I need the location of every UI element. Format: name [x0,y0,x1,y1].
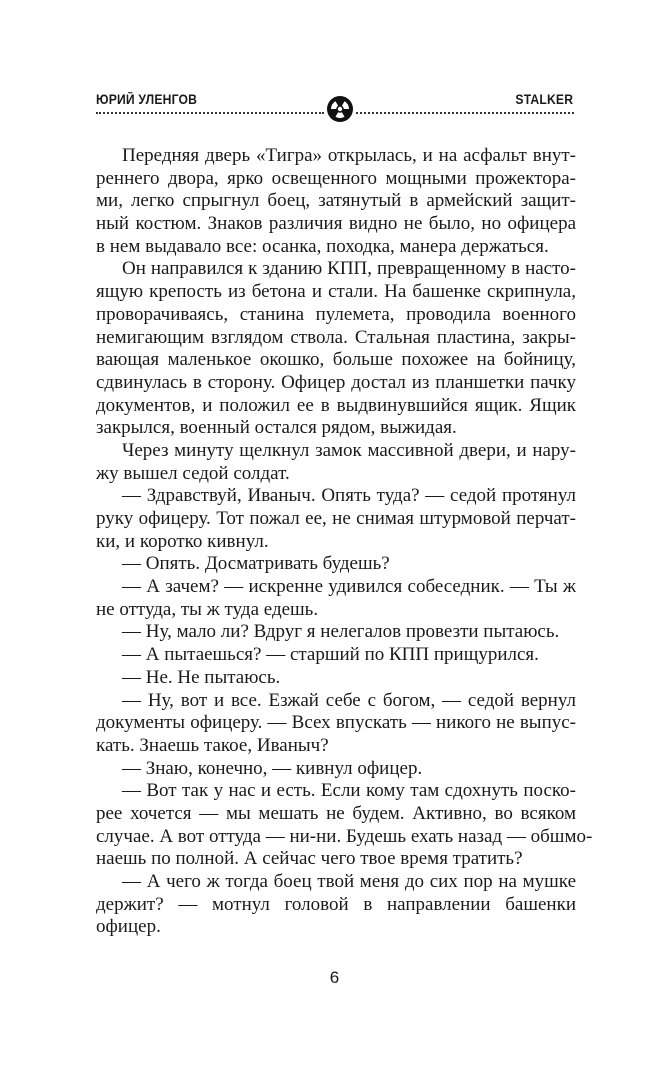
text-line: наешь по полной. А сейчас чего твое время тратить? [96,848,523,870]
paragraph [96,644,576,667]
paragraph [96,553,576,576]
paragraph [96,758,576,781]
text-line: Передняя дверь «Тигра» открылась, и на асфальт внут- [122,145,576,166]
text-line: немигающим взглядом ствола. Стальная пластина, закры- [96,326,576,348]
text-line: — Ну, вот и все. Езжай себе с богом, — седой вернул [122,689,576,711]
text-line: офицер. [96,916,161,938]
text-line: случае. А вот оттуда — ни-ни. Будешь ехать назад — обшмо- [96,825,593,847]
text-line: документов, и положил ее в выдвинувшийся ящик. Ящик [96,394,576,416]
paragraph [96,258,576,440]
text-line: кать. Знаешь такое, Иваныч? [96,734,329,756]
text-line: — Знаю, конечно, — кивнул офицер. [122,757,423,779]
text-line: — Не. Не пытаюсь. [122,666,281,688]
radiation-icon [326,95,354,123]
text-line: руку офицеру. Тот пожал ее, не снимая штурмовой перчат- [96,508,576,529]
text-line: ный костюм. Знаков различия видно не было, но офицера [96,213,576,235]
paragraph [96,440,576,485]
text-line: рее хочется — мы мешать не будем. Активно, во всяком [96,802,576,824]
paragraph [96,871,576,939]
running-head-series: STALKER [515,92,573,107]
text-line: — Опять. Досматривать будешь? [122,553,390,575]
text-line: — А чего ж тогда боец твой меня до сих пор на мушке [122,871,576,892]
paragraph [96,576,576,621]
text-line: — Вот так у нас и есть. Если кому там сдохнуть поско- [122,780,576,802]
text-line: в нем выдавало все: осанка, походка, манера держаться. [96,235,549,257]
paragraph [96,780,593,871]
text-line: — Ну, мало ли? Вдруг я нелегалов провезти пытаюсь. [122,621,560,643]
text-line: сдвинулась в сторону. Офицер достал из планшетки пачку [96,371,576,393]
text-line: проворачиваясь, станина пулемета, проводила военного [96,303,576,325]
paragraph [96,690,576,758]
paragraph [96,621,576,644]
text-line: Он направился к зданию КПП, превращенному в насто- [122,258,576,280]
page-number: 6 [329,968,340,987]
text-line: держит? — мотнул головой в направлении башенки [96,893,576,915]
text-line: Через минуту щелкнул замок массивной двери, и нару- [122,439,576,461]
text-line: ящую крепость из бетона и стали. На башенке скрипнула, [96,281,576,303]
text-line: не оттуда, ты ж туда едешь. [96,598,319,620]
text-line: жу вышел седой солдат. [96,462,290,484]
text-line: ки, и коротко кивнул. [96,530,269,552]
header-rule-left [96,112,324,114]
body-text [96,145,593,939]
running-head-author: ЮРИЙ УЛЕНГОВ [96,92,198,107]
text-line: вающая маленькое окошко, больше похожее на бойницу, [96,349,576,371]
text-line: — Здравствуй, Иваныч. Опять туда? — седой протянул [122,485,576,507]
text-line: закрылся, военный остался рядом, выжидая. [96,417,457,439]
paragraph [96,667,576,690]
header-rule-right [356,112,574,114]
paragraph [96,485,576,553]
text-line: — А зачем? — искренне удивился собеседник. — Ты ж [122,576,576,598]
text-line: реннего двора, ярко освещенного мощными прожектора- [96,167,576,189]
text-line: — А пытаешься? — старший по КПП прищурился. [122,644,539,666]
text-line: ми, легко спрыгнул боец, затянутый в армейский защит- [96,190,576,212]
text-line: документы офицеру. — Всех впускать — никого не выпус- [96,712,576,734]
paragraph [96,145,576,258]
